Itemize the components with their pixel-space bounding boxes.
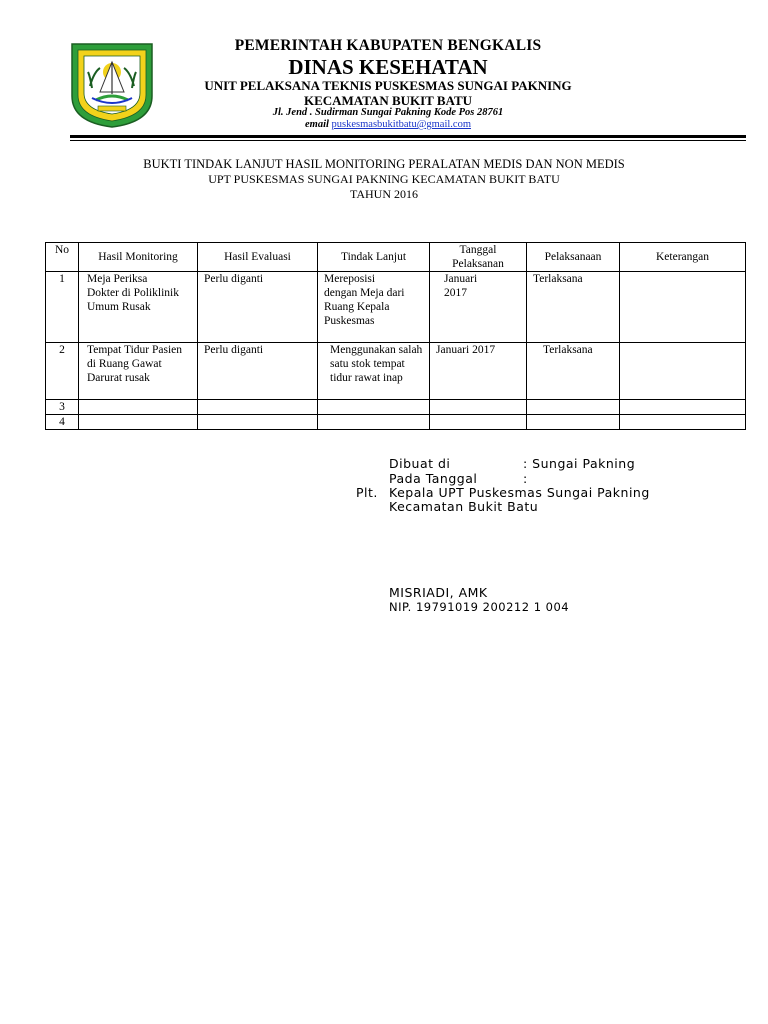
cell-monitoring: Tempat Tidur Pasien di Ruang Gawat Darurat rusak [79,343,198,400]
bengkalis-emblem-logo [70,42,154,128]
cell-keterangan [620,400,746,415]
signature-nip: NIP. 19791019 200212 1 004 [389,600,570,614]
cell-pelaksanaan [527,415,620,430]
cell-tanggal [430,415,527,430]
header-divider-thick [70,135,746,138]
signature-position-line2: Kecamatan Bukit Batu [389,499,539,514]
header-district: KECAMATAN BUKIT BATU [303,93,473,108]
col-header-monitoring: Hasil Monitoring [79,243,198,272]
email-link[interactable]: puskesmasbukitbatu@gmail.com [331,119,471,130]
cell-keterangan [620,415,746,430]
cell-tindak [318,400,430,415]
table-row [46,400,746,415]
col-header-no: No [46,243,79,272]
document-year: TAHUN 2016 [349,187,419,201]
header-agency: DINAS KESEHATAN [288,55,488,79]
cell-tanggal [430,400,527,415]
col-header-keterangan: Keterangan [620,243,746,272]
table-header-row [46,243,746,272]
signature-dibuat-value: : Sungai Pakning [523,456,636,471]
cell-tindak [318,415,430,430]
cell-monitoring [79,400,198,415]
cell-no: 1 [46,272,79,343]
signature-tanggal-label: Pada Tanggal [389,471,478,486]
cell-tanggal: Januari 2017 [430,272,527,343]
signature-tanggal-value: : [523,471,528,486]
cell-evaluasi [198,415,318,430]
cell-monitoring [79,415,198,430]
cell-evaluasi [198,400,318,415]
table-row [46,415,746,430]
cell-tindak: Mereposisi dengan Meja dari Ruang Kepala Puskesmas [318,272,430,343]
signature-name: MISRIADI, AMK [389,585,488,600]
col-header-pelaksanaan: Pelaksanaan [527,243,620,272]
cell-evaluasi: Perlu diganti [198,343,318,400]
header-address: Jl. Jend . Sudirman Sungai Pakning Kode Pos 28761 [272,107,504,118]
signature-plt: Plt. [356,485,378,500]
signature-position-line1: Kepala UPT Puskesmas Sungai Pakning [389,485,650,500]
cell-evaluasi: Perlu diganti [198,272,318,343]
signature-dibuat-label: Dibuat di [389,456,451,471]
cell-tindak: Menggunakan salah satu stok tempat tidur rawat inap [318,343,430,400]
cell-no: 2 [46,343,79,400]
cell-no: 3 [46,400,79,415]
email-label: email [305,119,329,130]
col-header-tindak-lanjut: Tindak Lanjut [318,243,430,272]
header-government: PEMERINTAH KABUPATEN BENGKALIS [234,37,542,54]
cell-keterangan [620,272,746,343]
col-header-tanggal: Tanggal Pelaksanan [430,243,527,272]
cell-pelaksanaan: Terlaksana [527,343,620,400]
col-header-evaluasi: Hasil Evaluasi [198,243,318,272]
cell-no: 4 [46,415,79,430]
header-email-line [160,119,616,130]
table-row [46,272,746,343]
document-subtitle: UPT PUSKESMAS SUNGAI PAKNING KECAMATAN BUKIT BATU [208,172,560,186]
cell-keterangan [620,343,746,400]
cell-pelaksanaan [527,400,620,415]
monitoring-table [45,242,746,430]
table-row [46,343,746,400]
cell-monitoring: Meja Periksa Dokter di Poliklinik Umum Rusak [79,272,198,343]
header-divider-thin [70,140,746,141]
cell-pelaksanaan: Terlaksana [527,272,620,343]
cell-tanggal: Januari 2017 [430,343,527,400]
document-title: BUKTI TINDAK LANJUT HASIL MONITORING PERALATAN MEDIS DAN NON MEDIS [143,157,625,171]
header-unit: UNIT PELAKSANA TEKNIS PUSKESMAS SUNGAI PAKNING [204,78,572,93]
